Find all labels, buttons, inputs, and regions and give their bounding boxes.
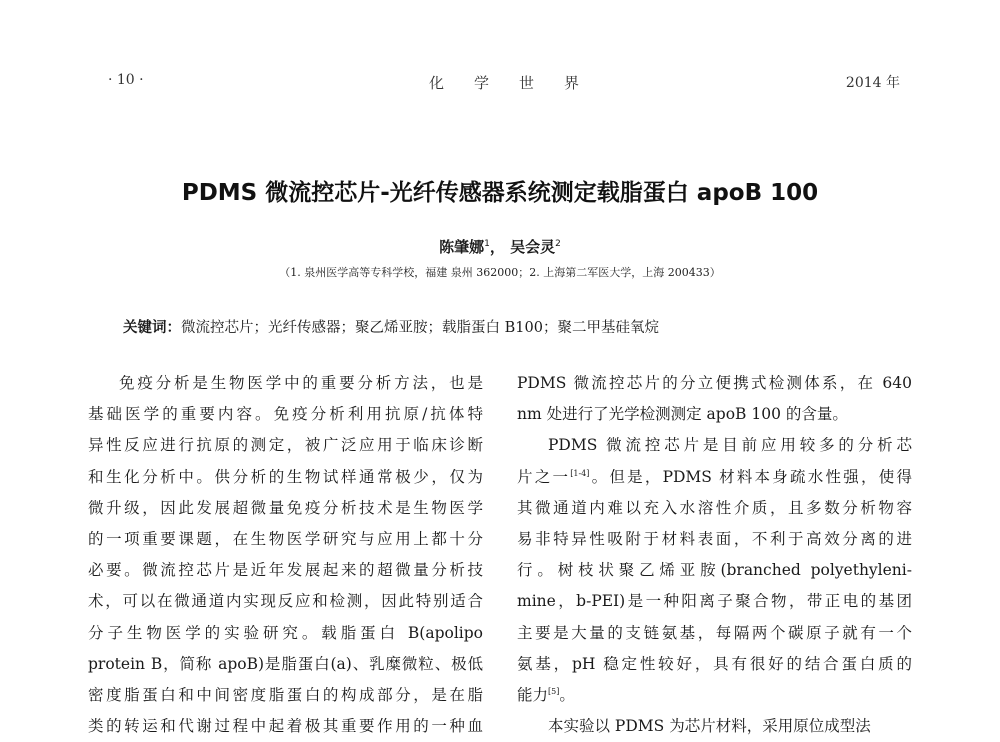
body-line: 分子生物医学的实验研究。载脂蛋白 B(apolipo (88, 623, 483, 642)
author-2-affiliation-mark: 2 (555, 239, 561, 249)
affiliation: （1. 泉州医学高等专科学校，福建 泉州 362000；2. 上海第二军医大学，上海 200433） (279, 266, 721, 279)
author-list (0, 236, 1000, 257)
body-column-right (517, 368, 912, 742)
body-line: PDMS 微流控芯片是目前应用较多的分析芯 (548, 436, 912, 455)
citation-mark: [5] (548, 686, 560, 696)
body-line: 行。树枝状聚乙烯亚胺(branched polyethyleni- (517, 561, 912, 580)
body-line: 必要。微流控芯片是近年发展起来的超微量分析技 (88, 561, 483, 580)
body-text: 能力 (517, 685, 549, 704)
body-line: 本实验以 PDMS 为芯片材料，采用原位成型法 (548, 717, 871, 736)
article-title: PDMS 微流控芯片-光纤传感器系统测定载脂蛋白 apoB 100 (181, 180, 819, 206)
keywords-text: 微流控芯片；光纤传感器；聚乙烯亚胺；载脂蛋白 B100；聚二甲基硅氧烷 (181, 320, 659, 336)
body-text: 。但是，PDMS 材料本身疏水性强，使得 (589, 467, 912, 486)
journal-name: 化学世界 (428, 74, 609, 92)
author-2: 吴会灵 (510, 238, 556, 256)
body-line: 和生化分析中。供分析的生物试样通常极少，仅为 (88, 467, 483, 486)
body-line: 术，可以在微通道内实现反应和检测，因此特别适合 (88, 592, 483, 611)
body-line: 易非特异性吸附于材料表面，不利于高效分离的进 (517, 529, 912, 548)
body-line: 氨基，pH 稳定性较好，具有很好的结合蛋白质的 (517, 654, 912, 673)
body-line: PDMS 微流控芯片的分立便携式检测体系，在 640 (517, 374, 912, 392)
author-1: 陈肇娜 (439, 238, 485, 256)
page-number: · 10 · (108, 72, 144, 88)
body-line: mine，b-PEI)是一种阳离子聚合物，带正电的基团 (517, 592, 912, 611)
body-line: 主要是大量的支链氨基，每隔两个碳原子就有一个 (517, 623, 912, 642)
body-line: 异性反应进行抗原的测定，被广泛应用于临床诊断 (88, 436, 483, 455)
body-column-left (88, 368, 483, 742)
body-line (517, 462, 912, 493)
body-line: 微升级，因此发展超微量免疫分析技术是生物医学 (88, 498, 483, 517)
body-line (517, 680, 912, 711)
body-line: nm 处进行了光学检测测定 apoB 100 的含量。 (517, 405, 848, 424)
author-1-affiliation-mark: 1 (484, 239, 490, 249)
running-header (108, 72, 900, 96)
author-separator: ， (489, 238, 505, 256)
body-line: 密度脂蛋白和中间密度脂蛋白的构成部分，是在脂 (88, 685, 483, 704)
keywords (123, 316, 883, 337)
body-line: protein B，简称 apoB)是脂蛋白(a)、乳糜微粒、极低 (88, 654, 483, 673)
citation-mark: [1-4] (570, 468, 590, 478)
keywords-label: 关键词： (123, 320, 181, 336)
body-line: 的一项重要课题，在生物医学研究与应用上都十分 (88, 529, 483, 548)
body-text: 。 (559, 685, 575, 704)
body-line: 其微通道内难以充入水溶性介质，且多数分析物容 (517, 498, 912, 517)
body-line: 类的转运和代谢过程中起着极其重要作用的一种血 (88, 717, 483, 736)
body-line: 免疫分析是生物医学中的重要分析方法，也是 (119, 374, 483, 392)
body-line: 基础医学的重要内容。免疫分析利用抗原/抗体特 (88, 405, 483, 424)
publication-year: 2014 年 (845, 75, 900, 91)
body-text: 片之一 (517, 467, 571, 486)
